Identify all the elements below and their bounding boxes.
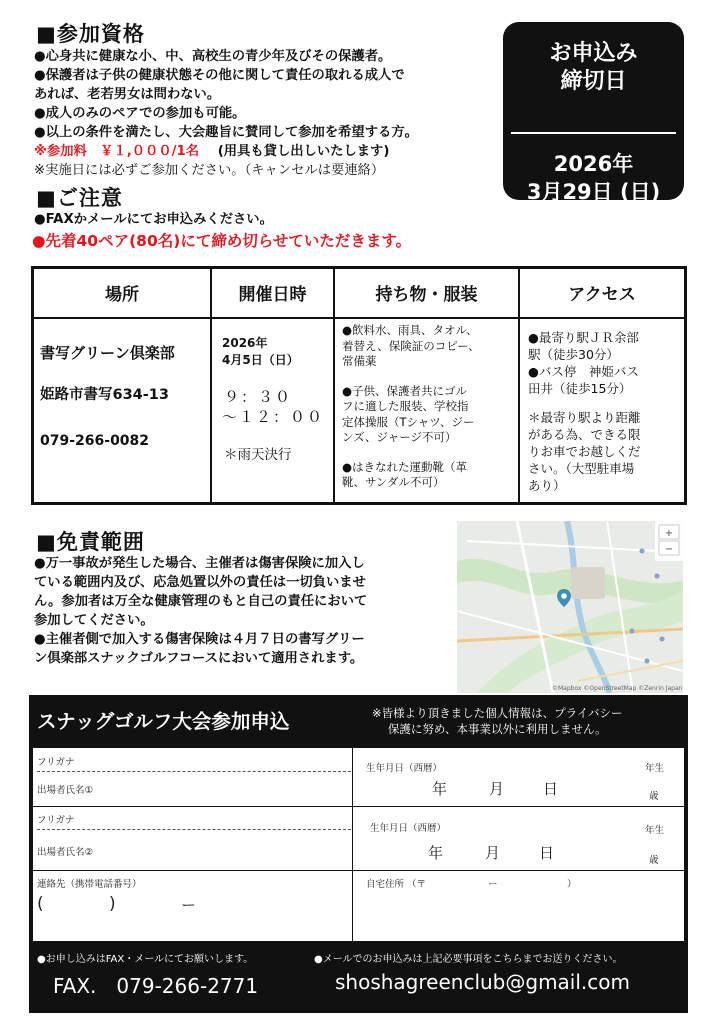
header-datetime: 開催日時: [238, 285, 307, 305]
header-belongings: 持ち物・服装: [375, 285, 478, 305]
eligibility-list: [34, 47, 418, 180]
event-date: 4月5日（日）: [222, 353, 299, 367]
disclaimer-line: 参加してください。: [34, 613, 154, 628]
attendance-note: ※実施日には必ずご参加ください。（キャンセルは要連絡）: [34, 163, 385, 178]
disclaimer-line: ている範囲内及び、応急処置以外の責任は一切負いませ: [34, 575, 366, 590]
footer-note-email: ●メールでのお申込みは上記必要事項をこちらまでお送りください。: [314, 954, 623, 965]
form-row-divider: [33, 870, 684, 871]
age-label-1: 歳: [649, 791, 659, 802]
form-row-divider: [33, 806, 684, 807]
disclaimer-list: [34, 554, 367, 668]
map-pin-icon[interactable]: [557, 589, 571, 607]
birth-day-field-1[interactable]: 日: [543, 780, 559, 798]
birth-year-field-2[interactable]: 年: [428, 844, 444, 862]
header-venue: 場所: [105, 285, 139, 305]
fee-note: (用具も貸し出しいたします): [217, 144, 390, 159]
venue-name: 書写グリーン倶楽部: [40, 344, 175, 362]
eligibility-line: ●成人のみのペアでの参加も可能。: [34, 106, 246, 121]
event-info-table: [31, 266, 687, 505]
contact-label: 連絡先（携帯電話番号）: [37, 879, 142, 890]
notice-line-fax: ●FAXかメールにてお申込みください。: [34, 212, 273, 227]
access-item: ＊最寄り駅より距離 がある為、できる限 りお車でお越しくだ さい。（大型駐車場 あり）: [528, 410, 641, 493]
phone-open-paren: (: [37, 894, 44, 914]
event-start-time: ９：３０: [224, 388, 293, 406]
access-list: [528, 329, 641, 494]
fee-line: [34, 142, 418, 161]
deadline-year: 2026年: [553, 152, 634, 176]
birth-year-label-2: 年生: [645, 825, 665, 836]
fax-number: FAX. 079-266-2771: [53, 974, 259, 998]
eligibility-line: あれば、老若男女は問わない。: [34, 87, 221, 102]
form-fields: [33, 748, 684, 941]
venue-phone: 079-266-0082: [40, 433, 150, 449]
furigana-input-1[interactable]: [37, 771, 351, 772]
birth-year-label-1: 年生: [645, 763, 665, 774]
phone-close-paren: ): [109, 894, 116, 914]
participant1-label: 出場者氏名①: [37, 785, 94, 796]
belongings-item: ●子供、保護者共にゴル フに適した服装、学校指 定体操服（Tシャツ、ジー ンズ、ジャージ不可）: [342, 383, 475, 444]
svg-text:+: +: [664, 528, 674, 539]
postal-dash: ー: [488, 879, 498, 890]
form-title: スナッグゴルフ大会参加申込: [37, 710, 290, 733]
birth-year-field-1[interactable]: 年: [432, 780, 448, 798]
footer-note-fax: ●お申し込みはFAX・メールにてお願いします。: [37, 954, 254, 965]
deadline-title: お申込み: [549, 41, 638, 66]
weather-note: ＊雨天決行: [224, 447, 292, 463]
access-item: ●最寄り駅ＪＲ余部 駅（徒歩30分）: [528, 330, 639, 362]
belongings-item: ●飲料水、雨具、タオル、 着替え、保険証のコピー、 常備薬: [342, 323, 480, 368]
header-access: アクセス: [568, 285, 636, 305]
furigana-input-2[interactable]: [37, 829, 351, 830]
svg-text:−: −: [664, 544, 674, 555]
furigana-label-1: フリガナ: [37, 757, 75, 768]
belongings-list: [342, 323, 480, 491]
eligibility-heading: ■参加資格: [36, 22, 145, 46]
notice-line-limit: ●先着40ペア(80名)にて締め切らせていただきます。: [32, 232, 412, 250]
disclaimer-line: ●主催者側で加入する傷害保険は４月７日の書写グリー: [34, 632, 365, 647]
event-end-time: ～１２：００: [222, 408, 325, 426]
disclaimer-heading: ■免責範囲: [36, 530, 145, 554]
phone-input[interactable]: [37, 888, 349, 936]
notice-heading: ■ご注意: [36, 186, 123, 210]
disclaimer-line: ●万一事故が発生した場合、主催者は傷害保険に加入し: [34, 556, 365, 571]
address-label: 自宅住所 （〒: [366, 879, 427, 890]
event-year: 2026年: [222, 336, 268, 350]
deadline-badge: [503, 22, 684, 204]
map-attribution: ©Mapbox ©OpenStreetMap ©Zenrin Japan: [552, 685, 683, 692]
eligibility-line: ●以上の条件を満たし、大会趣旨に賛同して参加を希望する方。: [34, 125, 418, 140]
deadline-divider: [511, 132, 676, 134]
email-address[interactable]: shoshagreenclub@gmail.com: [335, 970, 630, 994]
address-input[interactable]: [357, 888, 679, 936]
age-label-2: 歳: [649, 855, 659, 866]
birth-day-field-2[interactable]: 日: [539, 844, 555, 862]
postal-close: ）: [567, 879, 577, 890]
eligibility-line: ●保護者は子供の健康状態その他に関して責任の取れる成人で: [34, 68, 405, 83]
birth-month-field-1[interactable]: 月: [489, 780, 505, 798]
access-item: ●バス停 神姫バス 田井（徒歩15分）: [528, 364, 639, 396]
participant1-name-input[interactable]: [37, 776, 351, 804]
disclaimer-line: ん。参加者は万全な健康管理のもと自己の責任において: [34, 594, 368, 609]
birth-month-field-2[interactable]: 月: [485, 844, 501, 862]
fee-amount: ※参加料 ￥１,０００/1名: [34, 144, 200, 159]
application-form: [29, 695, 688, 1013]
phone-dash: ー: [181, 896, 197, 914]
eligibility-line: ●心身共に健康な小、中、高校生の青少年及びその保護者。: [34, 49, 392, 64]
belongings-item: ●はきなれた運動靴（革 靴、サンダル不可）: [342, 459, 468, 489]
participant2-label: 出場者氏名②: [37, 847, 94, 858]
form-divider: [352, 748, 353, 941]
birthdate-label-1: 生年月日（西暦）: [366, 763, 443, 774]
deadline-subtitle: 締切日: [560, 69, 627, 94]
disclaimer-line: ン倶楽部スナックゴルフコースにおいて適用されます。: [34, 651, 364, 666]
furigana-label-2: フリガナ: [37, 815, 75, 826]
table-header-divider: [34, 317, 684, 319]
location-map[interactable]: [457, 521, 683, 693]
venue-address: 姫路市書写634-13: [40, 387, 169, 403]
deadline-date: 3月29日 (日): [526, 180, 661, 204]
privacy-notice: ※皆様より頂きました個人情報は、プライバシー 保護に努め、本事業以外に利用しません。: [372, 706, 623, 736]
birthdate-label-2: 生年月日（西暦）: [370, 823, 447, 834]
participant2-name-input[interactable]: [37, 834, 351, 868]
